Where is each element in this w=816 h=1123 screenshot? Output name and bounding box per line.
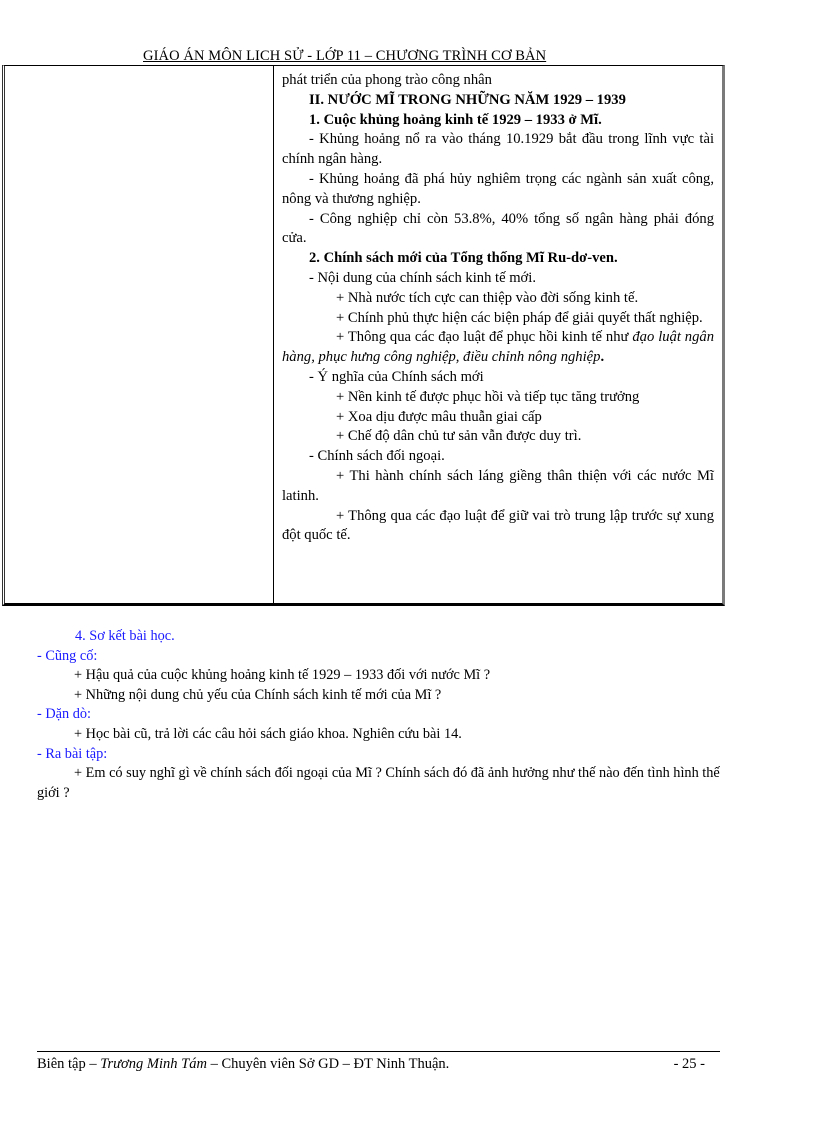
exercise-label: - Ra bài tập:: [37, 745, 108, 762]
content-point: + Nhà nước tích cực can thiệp vào đời sống kinh tế.: [336, 289, 639, 306]
continued-line: phát triển của phong trào công nhân: [282, 72, 492, 88]
footer-divider: [37, 1051, 720, 1052]
subsection-2-heading: 2. Chính sách mới của Tổng thống Mĩ Ru-dơ-ven.: [309, 250, 618, 267]
foreign-policy-heading: - Chính sách đối ngoại.: [309, 448, 445, 465]
table-right-cell: [274, 66, 721, 546]
footer-suffix: – Chuyên viên Sở GD – ĐT Ninh Thuận.: [206, 1056, 450, 1072]
foreign-policy-point: + Thông qua các đạo luật để giữ vai trò trung lập trước sự xung đột quốc tế.: [282, 507, 714, 544]
crisis-point: - Khủng hoảng nổ ra vào tháng 10.1929 bắt đầu trong lĩnh vực tài chính ngân hàng.: [282, 131, 714, 168]
page-header-title: GIÁO ÁN MÔN LICH SỬ - LỚP 11 – CHƯƠNG TRÌNH CƠ BẢN: [143, 48, 547, 64]
consolidate-item: + Những nội dung chủ yếu của Chính sách kinh tế mới của Mĩ ?: [74, 686, 442, 703]
subsection-1-heading: 1. Cuộc khủng hoảng kinh tế 1929 – 1933 ở Mĩ.: [309, 111, 602, 128]
laws-suffix: .: [600, 349, 605, 366]
meaning-point: + Xoa dịu được mâu thuẫn giai cấp: [336, 408, 542, 425]
footer-author: Trương Minh Tám: [100, 1056, 207, 1072]
lesson-summary: [37, 627, 727, 803]
content-point: + Chính phủ thực hiện các biện pháp để giải quyết thất nghiệp.: [336, 309, 703, 326]
homework-label: - Dặn dò:: [37, 706, 91, 723]
consolidate-item: + Hậu quả của cuộc khủng hoảng kinh tế 1929 – 1933 đối với nước Mĩ ?: [74, 667, 491, 684]
footer-prefix: Biên tập –: [37, 1056, 101, 1072]
crisis-point: - Khủng hoảng đã phá hủy nghiêm trọng các ngành sản xuất công, nông và thương nghiệp.: [282, 170, 714, 207]
meaning-point: + Nền kinh tế được phục hồi và tiếp tục tăng trưởng: [336, 388, 640, 405]
consolidate-label: - Cũng cố:: [37, 647, 98, 664]
meaning-heading: - Ý nghĩa của Chính sách mới: [309, 368, 484, 385]
laws-list-italic: đạo luật ngân hàng, phục hưng công nghiệp, điều chỉnh nông nghiệp: [282, 329, 714, 366]
foreign-policy-point: + Thi hành chính sách láng giềng thân thiện với các nước Mĩ latinh.: [282, 467, 714, 504]
page-number: - 25 -: [673, 1056, 705, 1072]
section-heading: II. NƯỚC MĨ TRONG NHỮNG NĂM 1929 – 1939: [309, 91, 626, 108]
summary-heading: 4. Sơ kết bài học.: [75, 628, 175, 644]
page-footer: [37, 1056, 705, 1073]
meaning-point: + Chế độ dân chủ tư sản vẫn được duy trì.: [336, 428, 582, 445]
lesson-table: [2, 65, 725, 606]
exercise-item: + Em có suy nghĩ gì về chính sách đối ngoại của Mĩ ? Chính sách đó đã ảnh hưởng như thế nào đến tình hình thế giới ?: [37, 765, 720, 801]
homework-item: + Học bài cũ, trả lời các câu hỏi sách giáo khoa. Nghiên cứu bài 14.: [74, 725, 462, 742]
crisis-point: - Công nghiệp chỉ còn 53.8%, 40% tổng số ngân hàng phải đóng cửa.: [282, 210, 714, 247]
content-point-laws: [282, 328, 714, 368]
content-heading: - Nội dung của chính sách kinh tế mới.: [309, 269, 536, 286]
table-left-cell: [5, 66, 274, 603]
laws-prefix: + Thông qua các đạo luật để phục hồi kinh tế như: [336, 329, 633, 346]
